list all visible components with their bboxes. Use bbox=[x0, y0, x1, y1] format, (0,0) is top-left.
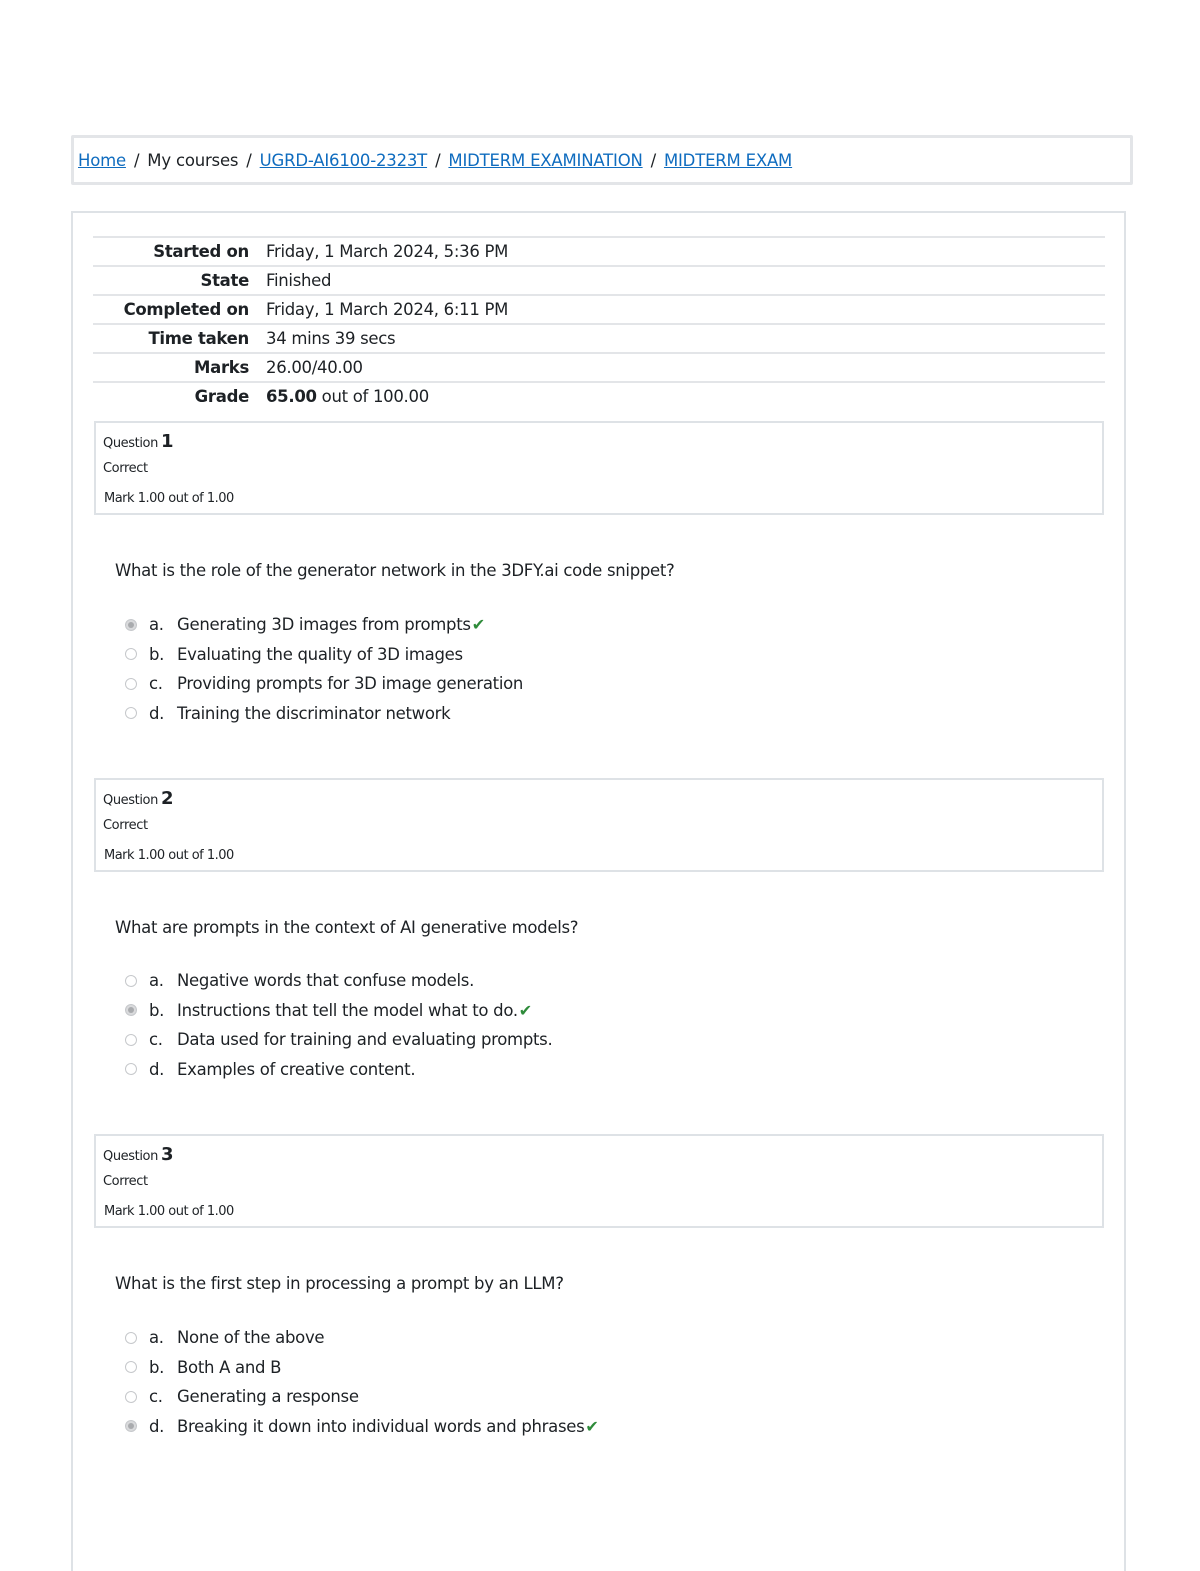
answer-radio[interactable] bbox=[125, 648, 137, 660]
question-grade: Mark 1.00 out of 1.00 bbox=[104, 848, 234, 863]
answer-list bbox=[125, 966, 552, 1084]
summary-value: Friday, 1 March 2024, 6:11 PM bbox=[266, 300, 509, 319]
answer-radio[interactable] bbox=[125, 975, 137, 987]
breadcrumb-separator: / bbox=[246, 150, 252, 170]
answer-radio[interactable] bbox=[125, 678, 137, 690]
answer-radio[interactable] bbox=[125, 1034, 137, 1046]
answer-radio[interactable] bbox=[125, 1420, 137, 1432]
question-text: What is the role of the generator network in the 3DFY.ai code snippet? bbox=[115, 561, 675, 580]
summary-label: Time taken bbox=[148, 329, 249, 348]
answer-option[interactable] bbox=[125, 966, 552, 996]
summary-label: Grade bbox=[194, 387, 249, 406]
summary-value bbox=[266, 387, 429, 406]
answer-option[interactable] bbox=[125, 1055, 552, 1085]
answer-option[interactable] bbox=[125, 1353, 599, 1383]
answer-letter: d. bbox=[149, 703, 165, 723]
question-number bbox=[103, 1144, 173, 1165]
answer-text: Both A and B bbox=[177, 1357, 282, 1377]
attempt-summary-table bbox=[93, 236, 1105, 410]
question-num: 3 bbox=[160, 1144, 174, 1165]
question-number bbox=[103, 431, 173, 452]
question-state: Correct bbox=[103, 461, 148, 476]
answer-letter: b. bbox=[149, 644, 165, 664]
breadcrumb-section-link[interactable]: MIDTERM EXAMINATION bbox=[448, 150, 643, 170]
answer-letter: a. bbox=[149, 615, 164, 635]
breadcrumb-separator: / bbox=[133, 150, 140, 170]
summary-value: 34 mins 39 secs bbox=[266, 329, 396, 348]
summary-value: 26.00/40.00 bbox=[266, 358, 363, 377]
answer-text: Providing prompts for 3D image generation bbox=[177, 674, 524, 694]
question-state: Correct bbox=[103, 818, 148, 833]
answer-text: Breaking it down into individual words and phrases bbox=[177, 1416, 585, 1436]
summary-label: Marks bbox=[194, 358, 249, 377]
summary-value: Finished bbox=[266, 271, 332, 290]
answer-option[interactable] bbox=[125, 669, 523, 699]
answer-list bbox=[125, 610, 523, 728]
answer-text: Evaluating the quality of 3D images bbox=[177, 644, 463, 664]
answer-radio[interactable] bbox=[125, 707, 137, 719]
question-grade: Mark 1.00 out of 1.00 bbox=[104, 491, 234, 506]
grade-value: 65.00 bbox=[266, 387, 317, 406]
answer-letter: a. bbox=[149, 1328, 164, 1348]
answer-option[interactable] bbox=[125, 610, 523, 640]
answer-radio[interactable] bbox=[125, 1063, 137, 1075]
grade-out-of: out of 100.00 bbox=[316, 387, 429, 406]
answer-radio[interactable] bbox=[125, 1332, 137, 1344]
question-grade: Mark 1.00 out of 1.00 bbox=[104, 1204, 234, 1219]
breadcrumb-home-link[interactable]: Home bbox=[78, 150, 126, 170]
breadcrumb-separator: / bbox=[435, 150, 441, 170]
summary-row-state bbox=[93, 265, 1105, 294]
question-num: 1 bbox=[160, 431, 174, 452]
question-prefix: Question bbox=[103, 436, 158, 451]
answer-letter: b. bbox=[149, 1000, 165, 1020]
question-prefix: Question bbox=[103, 793, 158, 808]
question-prefix: Question bbox=[103, 1149, 158, 1164]
breadcrumb-quiz-link[interactable]: MIDTERM EXAM bbox=[663, 150, 793, 170]
question-text: What is the first step in processing a prompt by an LLM? bbox=[115, 1274, 564, 1293]
answer-letter: c. bbox=[149, 1030, 163, 1050]
breadcrumb-my-courses: My courses bbox=[147, 150, 239, 170]
answer-option[interactable] bbox=[125, 1382, 599, 1412]
answer-text: Data used for training and evaluating prompts. bbox=[177, 1030, 553, 1050]
answer-text: Negative words that confuse models. bbox=[177, 971, 475, 991]
answer-list bbox=[125, 1323, 599, 1441]
summary-value: Friday, 1 March 2024, 5:36 PM bbox=[266, 242, 509, 261]
answer-text: None of the above bbox=[177, 1328, 325, 1348]
answer-option[interactable] bbox=[125, 1025, 552, 1055]
question-number bbox=[103, 788, 173, 809]
question-text: What are prompts in the context of AI generative models? bbox=[115, 918, 579, 937]
answer-letter: c. bbox=[149, 1387, 163, 1407]
breadcrumb bbox=[71, 135, 1133, 185]
summary-row-started bbox=[93, 236, 1105, 265]
answer-text: Generating 3D images from prompts bbox=[177, 615, 471, 635]
answer-text: Training the discriminator network bbox=[177, 703, 451, 723]
answer-radio[interactable] bbox=[125, 1004, 137, 1016]
answer-radio[interactable] bbox=[125, 1361, 137, 1373]
answer-option[interactable] bbox=[125, 996, 552, 1026]
question-info-2 bbox=[94, 778, 1104, 872]
summary-row-marks bbox=[93, 352, 1105, 381]
answer-text: Generating a response bbox=[177, 1387, 359, 1407]
answer-letter: d. bbox=[149, 1416, 165, 1436]
summary-label: State bbox=[200, 271, 249, 290]
answer-option[interactable] bbox=[125, 699, 523, 729]
answer-letter: a. bbox=[149, 971, 164, 991]
summary-row-time-taken bbox=[93, 323, 1105, 352]
answer-letter: b. bbox=[149, 1357, 165, 1377]
question-state: Correct bbox=[103, 1174, 148, 1189]
check-icon: ✔ bbox=[585, 1416, 599, 1436]
answer-radio[interactable] bbox=[125, 1391, 137, 1403]
answer-letter: d. bbox=[149, 1059, 165, 1079]
answer-text: Examples of creative content. bbox=[177, 1059, 416, 1079]
answer-letter: c. bbox=[149, 674, 163, 694]
question-info-1 bbox=[94, 421, 1104, 515]
answer-text: Instructions that tell the model what to do. bbox=[177, 1000, 518, 1020]
check-icon: ✔ bbox=[471, 615, 485, 635]
answer-radio[interactable] bbox=[125, 619, 137, 631]
summary-row-grade bbox=[93, 381, 1105, 410]
question-num: 2 bbox=[160, 788, 174, 809]
summary-label: Started on bbox=[153, 242, 249, 261]
breadcrumb-course-link[interactable]: UGRD-AI6100-2323T bbox=[259, 150, 428, 170]
summary-label: Completed on bbox=[123, 300, 249, 319]
question-info-3 bbox=[94, 1134, 1104, 1228]
answer-option[interactable] bbox=[125, 1323, 599, 1353]
breadcrumb-separator: / bbox=[650, 150, 656, 170]
summary-row-completed bbox=[93, 294, 1105, 323]
check-icon: ✔ bbox=[518, 1000, 532, 1020]
answer-option[interactable] bbox=[125, 640, 523, 670]
answer-option[interactable] bbox=[125, 1412, 599, 1442]
